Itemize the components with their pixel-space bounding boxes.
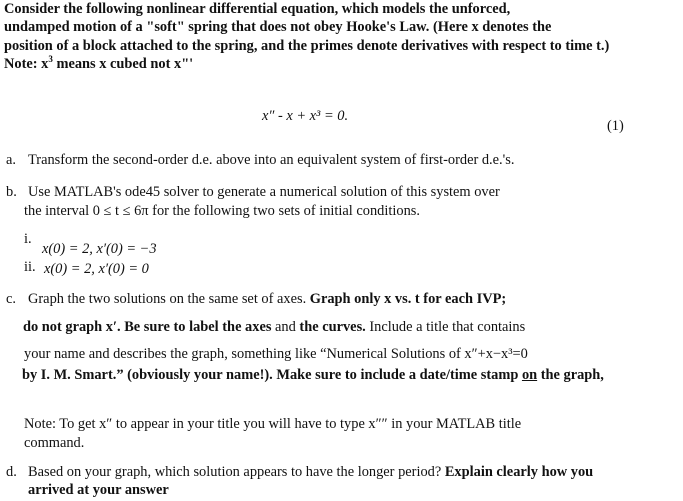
part-b-ii-label: ii. [24, 259, 36, 275]
part-d-line-1 [28, 463, 593, 481]
part-d-line-1-start: Based on your graph, which solution appears to have the longer period? [28, 464, 445, 480]
part-a-text: Transform the second-order d.e. above into an equivalent system of first-order d.e.'s. [28, 152, 515, 168]
part-c-line-2-end: Include a title that contains [365, 319, 526, 335]
part-c-line-1-bold: Graph only x vs. t for each IVP; [309, 291, 507, 307]
equation-number: (1) [607, 118, 624, 134]
intro-note-start: Note: x [4, 56, 49, 72]
intro-note [4, 55, 193, 73]
part-d-line-2: arrived at your answer [28, 482, 169, 498]
part-c-note-line-2: command. [24, 435, 85, 451]
part-b-ii-conditions: x(0) = 2, x′(0) = 0 [44, 261, 149, 277]
intro-note-superscript: 3 [48, 54, 53, 64]
part-c-line-4-start: by I. M. Smart.” (obviously your name!). Make sure to include a date/time stamp [22, 367, 522, 383]
equation: x″ - x + x³ = 0. [262, 108, 349, 124]
part-b-label: b. [6, 184, 17, 200]
part-c-line-1 [28, 290, 506, 308]
part-c-note-line-1: Note: To get x″ to appear in your title you will have to type x″″ in your MATLAB title [24, 416, 522, 432]
intro-line-1: Consider the following nonlinear differential equation, which models the unforced, [4, 1, 511, 17]
part-d-line-1-bold: Explain clearly how you [444, 464, 594, 480]
intro-line-3: position of a block attached to the spring, and the primes denote derivatives with respect to time t.) [4, 38, 610, 54]
intro-note-end: means x cubed not x"' [52, 56, 194, 72]
part-b-line-2: the interval 0 ≤ t ≤ 6π for the following two sets of initial conditions. [24, 203, 420, 219]
part-c-line-2-and: and [271, 319, 300, 335]
part-c-line-4-end: the graph, [537, 367, 604, 383]
part-c-line-2-curves: the curves. [299, 319, 366, 335]
part-c-line-2 [23, 318, 525, 336]
intro-line-2: undamped motion of a "soft" spring that does not obey Hooke's Law. (Here x denotes the [4, 19, 552, 35]
part-b-i-conditions: x(0) = 2, x′(0) = −3 [42, 241, 157, 257]
part-c-line-4 [22, 366, 604, 384]
part-a-label: a. [6, 152, 16, 168]
part-b-i-label: i. [24, 231, 32, 247]
part-c-line-2-a: do not graph x′. Be sure to label the axes [23, 319, 272, 335]
part-c-label: c. [6, 291, 16, 307]
part-c-line-4-on: on [521, 367, 538, 383]
part-c-line-3: your name and describes the graph, something like “Numerical Solutions of x″+x−x³=0 [24, 346, 528, 362]
part-b-line-1: Use MATLAB's ode45 solver to generate a numerical solution of this system over [28, 184, 500, 200]
part-d-label: d. [6, 464, 17, 480]
part-c-line-1-start: Graph the two solutions on the same set of axes. [28, 291, 310, 307]
